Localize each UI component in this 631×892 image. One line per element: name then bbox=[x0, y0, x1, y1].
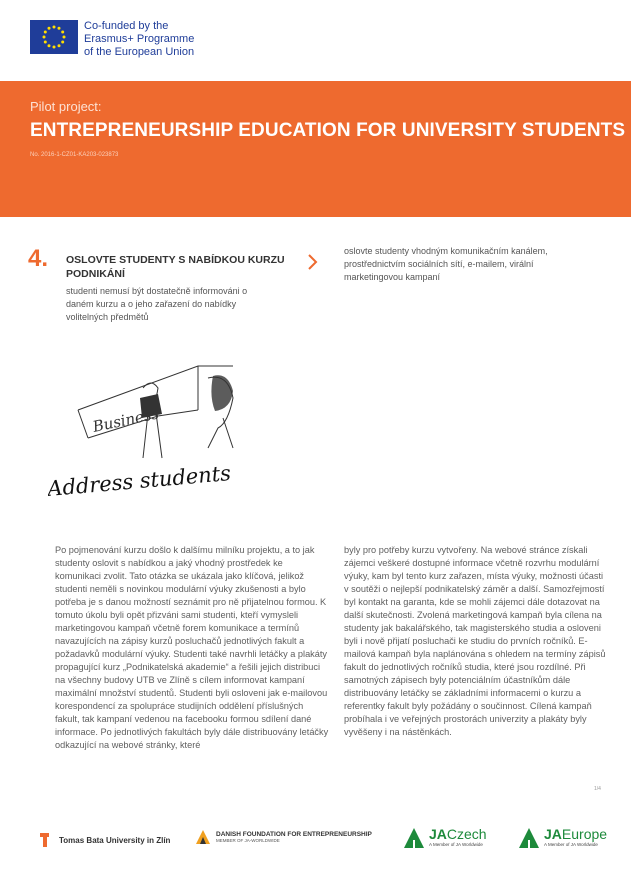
dfe-logo bbox=[194, 828, 372, 846]
tbu-name: Tomas Bata University in Zlín bbox=[59, 835, 171, 845]
step-solution: oslovte studenty vhodným komunikačním kanálem, prostřednictvím sociálních sítí, e-mailem, virální marketingovou kampaní bbox=[344, 246, 548, 282]
eu-line-3: of the European Union bbox=[84, 46, 195, 58]
ja-europe-logo bbox=[517, 826, 607, 850]
dfe-mark-icon bbox=[194, 828, 212, 846]
illustration-sign-text: Business bbox=[91, 404, 161, 436]
project-number: No. 2016-1-CZ01-KA203-023873 bbox=[30, 152, 119, 158]
dfe-member: MEMBER OF JA-WORLDWIDE bbox=[216, 838, 280, 843]
eu-line-2: Erasmus+ Programme bbox=[84, 33, 195, 45]
illustration-caption: Address students bbox=[48, 461, 232, 501]
page-title: ENTREPRENEURSHIP EDUCATION FOR UNIVERSITY STUDENTS bbox=[30, 120, 626, 141]
ja-europe-member: A Member of JA Worldwide bbox=[544, 842, 598, 847]
ja-europe-prefix: JA bbox=[544, 826, 562, 842]
ja-czech-name: Czech bbox=[446, 826, 487, 842]
tbu-mark-icon bbox=[40, 833, 54, 847]
eu-flag-logo bbox=[30, 20, 78, 54]
tbu-logo bbox=[40, 833, 170, 847]
step-heading: OSLOVTE STUDENTY S NABÍDKOU KURZU PODNIKÁNÍ bbox=[66, 254, 285, 280]
page-number: 1/4 bbox=[594, 786, 601, 792]
ja-czech-prefix: JA bbox=[429, 826, 447, 842]
body-column-left: Po pojmenování kurzu došlo k dalšímu milníku projektu, a to jak studenty oslovit s nabídkou a jaký vhodný prostředek ke komunikaci zvolit. Tato otázka se ukázala jako klíčová, jelikož studenti neměli s novinkou modulární výuky zkušenosti a bylo potřeba je s danou možností seznámit pro ně přijatelnou formou. K tomuto úkolu byli opět přizváni sami studenti, kteří vymysleli marketingovou kampaň včetně forem komunikace a termínů navazujících na zápisy kurzů posluchačů jednotlivých fakult a požadavků modulární výuky. Studenti také navrhli letáčky a plakáty propagující kurz „Podnikatelská akademie“ a řešili jejich distribuci na všechny budovy UTB ve Zlíně s cílem informovat kampaní maximální množství studentů. Studenti byli osloveni jak e-mailovou korespondencí za spolupráce studijních oddělení příslušných fakult, tak kampaní vedenou na facebooku formou sdílení dané informace. Po jednotlivých fakultách byly dále distribuovány letáčky odkazující na webové stránky, které bbox=[55, 545, 329, 750]
ja-tree-icon bbox=[517, 826, 541, 850]
address-students-illustration bbox=[48, 358, 248, 513]
ja-europe-name: Europe bbox=[561, 826, 608, 842]
pilot-label: Pilot project: bbox=[30, 99, 102, 114]
body-column-right: byly pro potřeby kurzu vytvořeny. Na webové stránce získali zájemci veškeré dostupné informace včetně rozvrhu modulární výuky, kam byl tento kurz zařazen, místa výuky, možnosti účasti v soutěži o nejlepší podnikatelský záměr a další. Samozřejmostí byl kontakt na garanta, kde se mohli zájemci dále dotazovat na další skutečnosti. Zvolená marketingová kampaň byla cílena na studenty jak bakalářského, tak magisterského studia a osloveni byli i nově přijatí posluchači ke studiu do prvních ročníků. E-mailová kampaň byla naplánována s ohledem na termíny zápisů fakult do jednotlivých ročníků studia, které jsou rozdílné. Při samotných zápisech byly potenciálním účastníkům dále distribuovány letáčky se základními informacemi o kurzu a referentky fakult byly požádány o součinnost. Cílená kampaň probíhala i ve veřejných prostorách univerzity a plakáty byly vyvěšeny i na nástěnkách. bbox=[344, 545, 606, 737]
step-description: studenti nemusí být dostatečně informováni o daném kurzu a o jeho zařazení do nabídky volitelných předmětů bbox=[66, 286, 248, 322]
eu-cofunding-text bbox=[84, 20, 194, 59]
ja-czech-member: A Member of JA Worldwide bbox=[429, 842, 483, 847]
chevron-right-icon bbox=[307, 253, 319, 276]
dfe-name: DANISH FOUNDATION FOR ENTREPRENEURSHIP bbox=[216, 831, 372, 838]
ja-czech-logo bbox=[402, 826, 487, 850]
eu-line-1: Co-funded by the bbox=[84, 20, 169, 32]
step-number: 4. bbox=[28, 245, 49, 272]
ja-tree-icon bbox=[402, 826, 426, 850]
